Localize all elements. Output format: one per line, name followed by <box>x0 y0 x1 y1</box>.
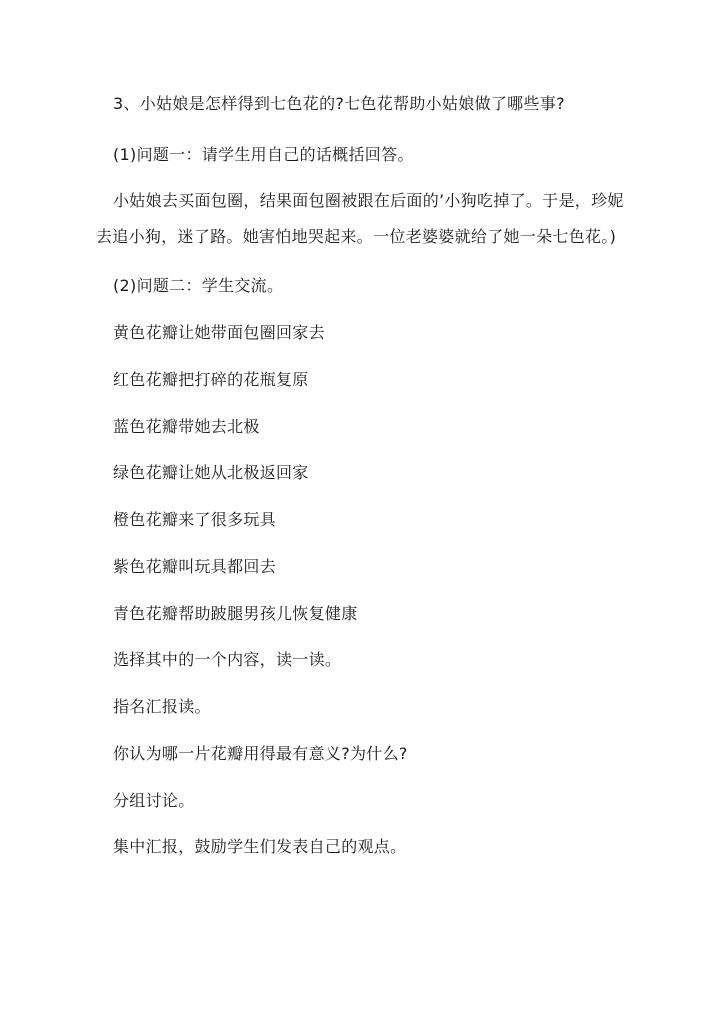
named-report-reading: 指名汇报读。 <box>113 697 211 716</box>
story-summary-paragraph <box>96 183 653 255</box>
petal-blue-item: 蓝色花瓣带她去北极 <box>113 417 260 436</box>
reading-instruction: 选择其中的一个内容，读一读。 <box>113 650 342 669</box>
question-one: (1)问题一：请学生用自己的话概括回答。 <box>113 145 414 164</box>
petal-green-item: 绿色花瓣让她从北极返回家 <box>113 463 309 482</box>
question-heading: 3、小姑娘是怎样得到七色花的?七色花帮助小姑娘做了哪些事? <box>113 94 565 113</box>
question-two: (2)问题二：学生交流。 <box>113 276 284 295</box>
meaning-question: 你认为哪一片花瓣用得最有意义?为什么? <box>113 744 408 763</box>
story-summary-line-2: 去追小狗，迷了路。她害怕地哭起来。一位老婆婆就给了她一朵七色花。) <box>96 227 617 246</box>
collective-report: 集中汇报，鼓励学生们发表自己的观点。 <box>113 837 407 856</box>
group-discussion: 分组讨论。 <box>113 791 195 810</box>
petal-orange-item: 橙色花瓣来了很多玩具 <box>113 510 277 529</box>
story-summary-line-1: 小姑娘去买面包圈，结果面包圈被跟在后面的’小狗吃掉了。于是，珍妮 <box>113 191 624 210</box>
petal-yellow-item: 黄色花瓣让她带面包圈回家去 <box>113 323 325 342</box>
petal-purple-item: 紫色花瓣叫玩具都回去 <box>113 557 277 576</box>
petal-red-item: 红色花瓣把打碎的花瓶复原 <box>113 370 309 389</box>
petal-cyan-item: 青色花瓣帮助跛腿男孩儿恢复健康 <box>113 604 358 623</box>
